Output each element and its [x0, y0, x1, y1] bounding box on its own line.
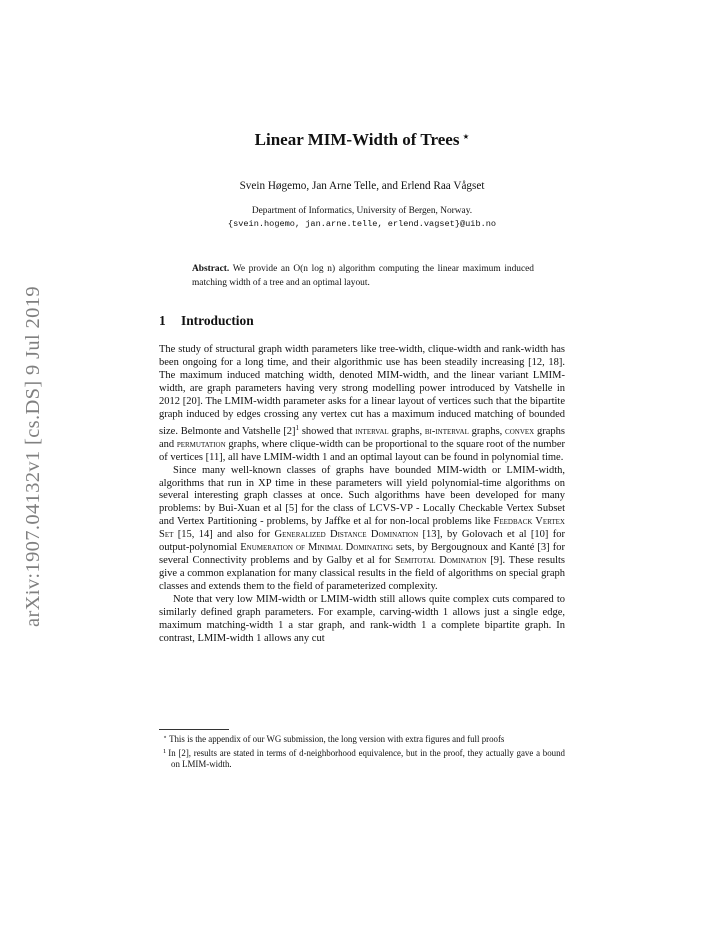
- term-convex: convex: [505, 425, 535, 437]
- section-heading: [159, 313, 565, 329]
- para1-text-e: graphs and: [159, 425, 565, 450]
- footnote-ref-1: 1: [295, 423, 300, 432]
- para2-text-e: [9]. These results give a common explanation for many classical results in the field of algorithms on special graph classes and extends them to the field of parameterized complexity.: [159, 555, 565, 593]
- para2-text-c: [13], by Golovach et al [10] for output-polynomial: [159, 529, 566, 554]
- affiliation-block: [159, 205, 565, 231]
- term-interval: interval: [355, 425, 389, 437]
- arxiv-stamp: [22, 265, 44, 627]
- footnote-1: [159, 732, 565, 746]
- para1-text-a: The study of structural graph width parameters like tree-width, clique-width and rank-width has been ongoing for a long time, and their algorithmic use has been steadily increasing [12, 18]. The maximum induced matching width, denoted MIM-width, and the linear variant LMIM-width, are graph parameters having very strong modelling power introduced by Vatshelle in 2012 [20]. The LMIM-width parameter asks for a linear layout of vertices such that the bipartite graph induced by edges crossing any vertex cut has a maximum induced matching of bounded size. Belmonte and Vatshelle [2]: [159, 344, 565, 437]
- para3-text: Note that very low MIM-width or LMIM-width still allows quite complex cuts compared to similarly defined graph parameters. For example, carving-width 1 allows just a single edge, maximum matching-width 1 a star graph, and rank-width 1 a complete bipartite graph. In contrast, LMIM-width 1 allows any cut: [159, 594, 565, 644]
- paragraph-2: [159, 465, 565, 595]
- para2-text-b: [15, 14] and also for: [173, 529, 275, 541]
- footnote-1-text: This is the appendix of our WG submission, the long version with extra figures and full proofs: [169, 734, 505, 744]
- term-bi-interval: bi-interval: [424, 425, 469, 437]
- footnote-2-text: In [2], results are stated in terms of d-neighborhood equivalence, but in the proof, they actually gave a bound on LMIM-width.: [168, 747, 565, 770]
- emails: {svein.hogemo, jan.arne.telle, erlend.vagset}@uib.no: [227, 219, 497, 229]
- section-title: Introduction: [181, 313, 254, 328]
- abstract-text: We provide an O(n log n) algorithm computing the linear maximum induced matching width of a tree and an optimal layout.: [192, 264, 534, 288]
- footnote-2-mark: 1: [163, 747, 167, 755]
- section-number: 1: [159, 313, 166, 328]
- para1-text-b: showed that: [299, 425, 356, 437]
- footnote-2: [159, 746, 565, 771]
- term-enumeration: Enumeration of Minimal Dominating: [240, 542, 393, 554]
- paper-title: [159, 130, 565, 150]
- abstract: [192, 263, 534, 290]
- paragraph-3: [159, 594, 565, 646]
- body-text: [159, 344, 565, 646]
- authors: Svein Høgemo, Jan Arne Telle, and Erlend Raa Vågset: [239, 180, 485, 192]
- term-feedback-vertex-set: Feedback Vertex Set: [159, 516, 565, 541]
- para1-text-d: graphs,: [468, 425, 506, 437]
- para1-text-c: graphs,: [388, 425, 425, 437]
- affiliation: Department of Informatics, University of Bergen, Norway.: [251, 206, 473, 216]
- para2-text-a: Since many well-known classes of graphs have bounded MIM-width or LMIM-width, algorithms that run in XP time in these parameters will yield polynomial-time algorithms on several interesting graph classes at once. Such algorithms have been developed for many problems: by Bui-Xuan et al [5] for the class of LCVS-VP - Locally Checkable Vertex Subset and Vertex Partitioning - problems, by Jaffke et al for non-local problems like: [159, 464, 565, 528]
- arxiv-stamp-text: arXiv:1907.04132v1 [cs.DS] 9 Jul 2019: [22, 286, 44, 627]
- term-semitotal-domination: Semitotal Domination: [394, 555, 487, 567]
- abstract-label: Abstract.: [192, 264, 230, 274]
- term-generalized-distance-domination: Generalized Distance Domination: [274, 529, 419, 541]
- footnotes: [159, 732, 565, 771]
- para1-text-f: graphs, where clique-width can be proportional to the square root of the number of vertices [11], all have LMIM-width 1 and an optimal layout can be found in polynomial time.: [159, 438, 565, 463]
- footnote-1-mark: ⋆: [163, 734, 168, 741]
- para2-text-d: sets, by Bergougnoux and Kanté [3] for several Connectivity problems and by Galby et al for: [159, 542, 565, 567]
- term-permutation: permutation: [176, 438, 226, 450]
- paper-title-text: Linear MIM-Width of Trees: [254, 130, 460, 149]
- title-footnote-mark: ⋆: [462, 131, 470, 143]
- paragraph-1: [159, 344, 565, 465]
- footnote-rule: [159, 729, 229, 730]
